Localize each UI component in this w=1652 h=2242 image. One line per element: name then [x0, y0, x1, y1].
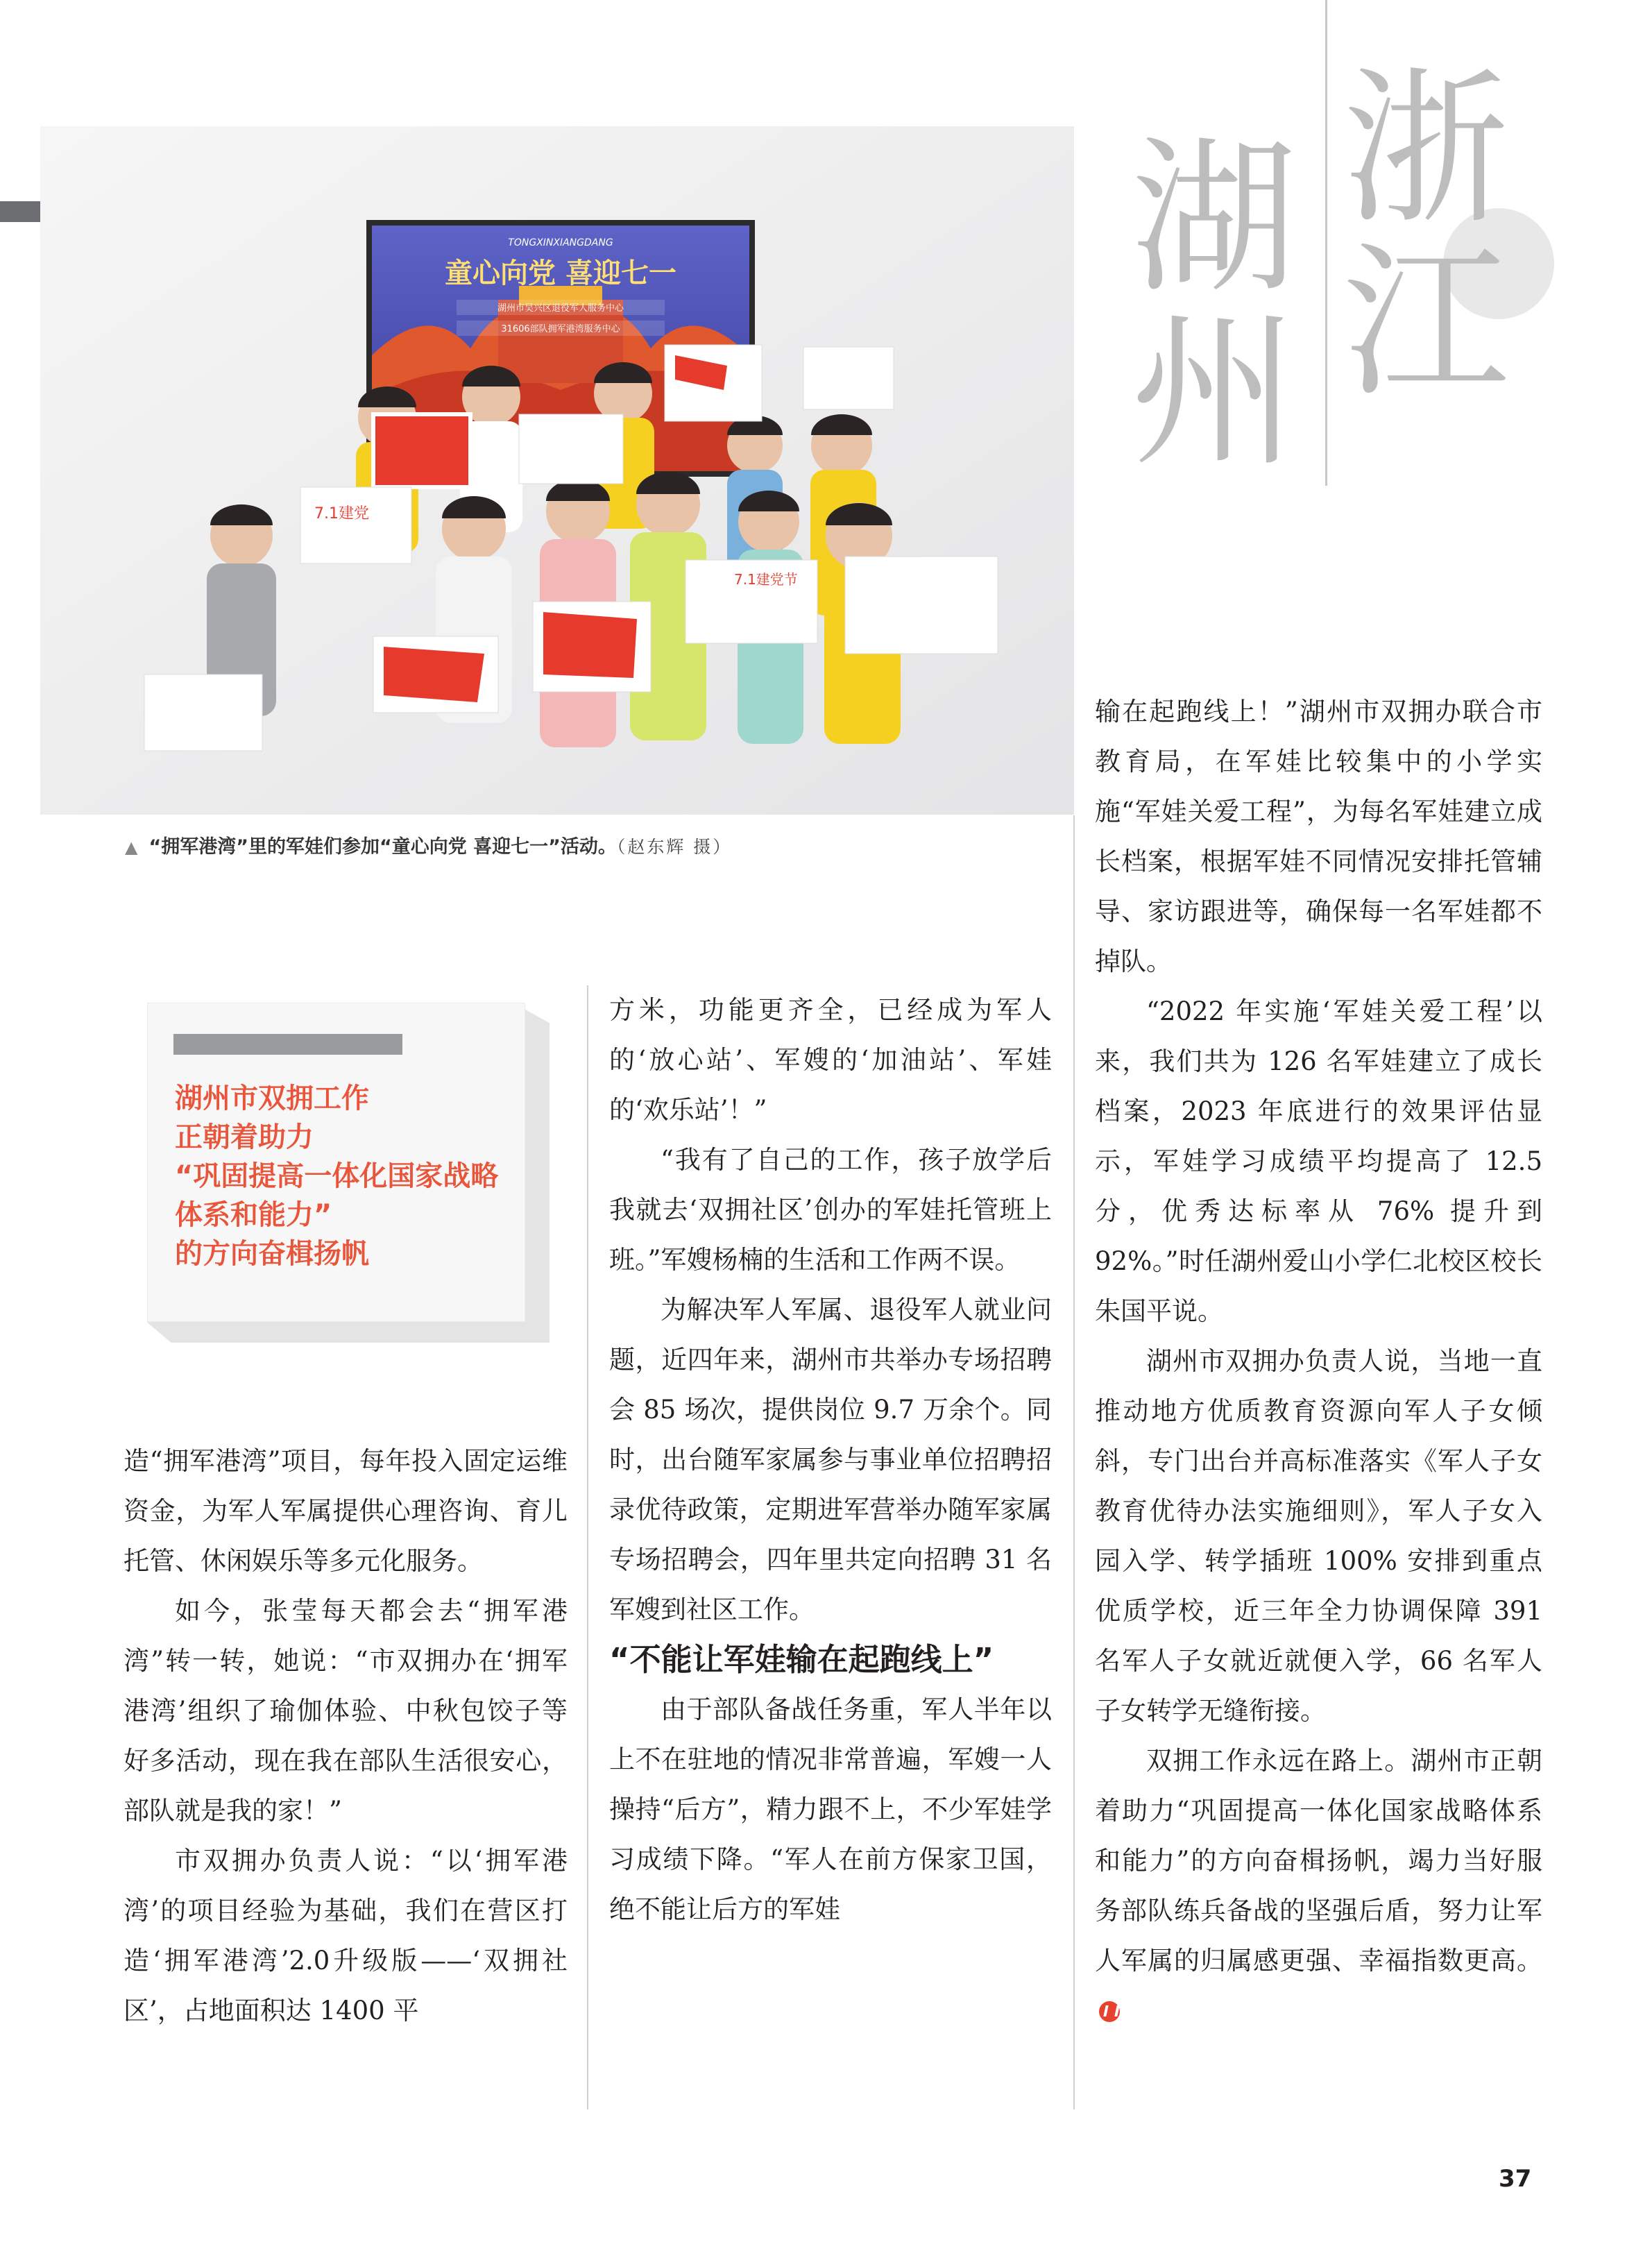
pull-quote-line-5: 的方向奋楫扬帆 — [175, 1238, 369, 1270]
banner-line-1: 湖州市吴兴区退役军人服务中心 — [497, 303, 624, 314]
body-column-2 — [609, 985, 1052, 1935]
column-rule-2 — [1073, 815, 1075, 2109]
body-column-3 — [1095, 687, 1542, 2036]
col3-paragraph-4-text: 双拥工作永远在路上。湖州市正朝着助力“巩固提高一体化国家战略体系和能力”的方向奋楫扬帆，竭力当好服务部队练兵备战的坚强后盾，努力让军人军属的归属感更强、幸福指数更高。 — [1095, 1746, 1542, 1976]
article-end-mark-icon — [1099, 2001, 1120, 2022]
photo-caption — [125, 831, 1027, 858]
photo-credit: （赵东辉 摄） — [616, 837, 733, 857]
section-header-char-hu: 湖 — [1131, 121, 1298, 316]
banner-title: 童心向党 喜迎七一 — [445, 257, 676, 289]
col3-paragraph-4 — [1095, 1736, 1542, 2036]
header-divider-line — [1325, 0, 1327, 486]
drawing-label-2: 7.1建党节 — [734, 571, 798, 588]
pull-quote-line-1: 湖州市双拥工作 — [175, 1082, 369, 1114]
drawing-label-1: 7.1建党 — [314, 505, 369, 523]
col3-paragraph-2: “2022 年实施‘军娃关爱工程’以来，我们共为 126 名军娃建立了成长档案，2023 年底进行的效果评估显示，军娃学习成绩平均提高了 12.5 分，优秀达标率从 76% 提升到 92%。”时任湖州爱山小学仁北校区校长朱国平说。 — [1095, 996, 1542, 1326]
section-header-char-zhou: 州 — [1131, 295, 1298, 489]
edge-tab — [0, 201, 40, 222]
photo-illustration — [40, 126, 1074, 815]
col3-paragraph-1: 输在起跑线上！”湖州市双拥办联合市教育局，在军娃比较集中的小学实施“军娃关爱工程”，为每名军娃建立成长档案，根据军娃不同情况安排托管辅导、家访跟进等，确保每一名军娃都不掉队。 — [1095, 697, 1542, 976]
col2-paragraph-4: 由于部队备战任务重，军人半年以上不在驻地的情况非常普遍，军嫂一人操持“后方”，精力跟不上，不少军娃学习成绩下降。“军人在前方保家卫国，绝不能让后方的军娃 — [609, 1695, 1052, 1924]
banner-line-2: 31606部队拥军港湾服务中心 — [501, 324, 620, 334]
caption-triangle-icon: ▲ — [125, 838, 138, 857]
page-number: 37 — [1499, 2165, 1532, 2193]
pull-quote-line-2: 正朝着助力 — [175, 1121, 314, 1153]
caption-text: “拥军港湾”里的军娃们参加“童心向党 喜迎七一”活动。 — [148, 836, 617, 858]
col1-paragraph-3: 市双拥办负责人说：“以‘拥军港湾’的项目经验为基础，我们在营区打造‘拥军港湾’2.0升级版——‘双拥社区’，占地面积达 1400 平 — [124, 1846, 568, 2026]
banner-pinyin: TONGXINXIANGDANG — [508, 237, 613, 248]
section-subheading: “不能让军娃输在起跑线上” — [609, 1641, 994, 1678]
col1-paragraph-1: 造“拥军港湾”项目，每年投入固定运维资金，为军人军属提供心理咨询、育儿托管、休闲娱乐等多元化服务。 — [124, 1446, 568, 1576]
col2-paragraph-2: “我有了自己的工作，孩子放学后我就去‘双拥社区’创办的军娃托管班上班。”军嫂杨楠的生活和工作两不误。 — [609, 1145, 1052, 1275]
section-header-char-jiang: 江 — [1343, 226, 1510, 420]
pull-quote-line-3: “巩固提高一体化国家战略 — [175, 1160, 499, 1192]
body-column-1 — [124, 1436, 568, 2036]
pull-quote-text — [175, 1079, 536, 1273]
pull-quote-bar — [173, 1034, 402, 1055]
column-rule-1 — [587, 985, 588, 2109]
pull-quote-line-4: 体系和能力” — [175, 1199, 332, 1231]
article-photo — [40, 126, 1074, 815]
col3-paragraph-3: 湖州市双拥办负责人说，当地一直推动地方优质教育资源向军人子女倾斜，专门出台并高标准落实《军人子女教育优待办法实施细则》，军人子女入园入学、转学插班 100% 安排到重点优质学校，近三年全力协调保障 391 名军人子女就近就便入学，66 名军人子女转学无缝衔接。 — [1095, 1346, 1542, 1726]
section-header-char-zhe: 浙 — [1343, 52, 1510, 246]
col1-paragraph-2: 如今，张莹每天都会去“拥军港湾”转一转，她说：“市双拥办在‘拥军港湾’组织了瑜伽体验、中秋包饺子等好多活动，现在我在部队生活很安心，部队就是我的家！” — [124, 1596, 568, 1826]
col2-paragraph-3: 为解决军人军属、退役军人就业问题，近四年来，湖州市共举办专场招聘会 85 场次，提供岗位 9.7 万余个。同时，出台随军家属参与事业单位招聘招录优待政策，定期进军营举办随军家属专场招聘会，四年里共定向招聘 31 名军嫂到社区工作。 — [609, 1295, 1052, 1624]
col2-paragraph-1: 方米，功能更齐全，已经成为军人的‘放心站’、军嫂的‘加油站’、军娃的‘欢乐站’！” — [609, 995, 1052, 1125]
